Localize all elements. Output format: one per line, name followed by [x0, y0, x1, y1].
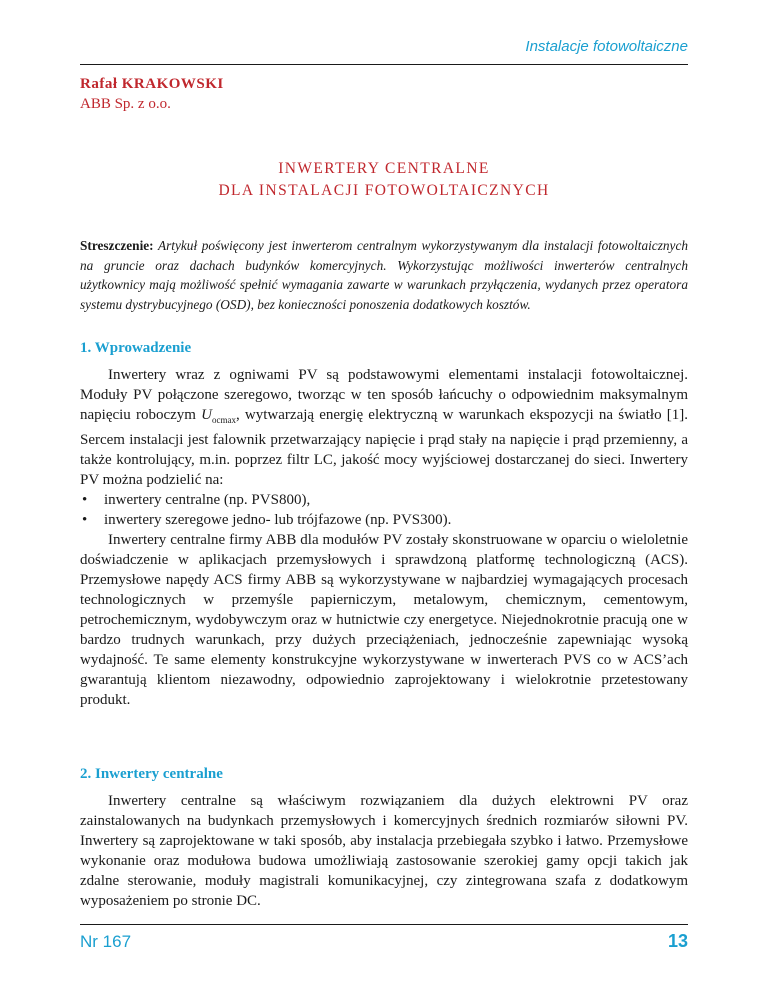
list-item: • inwertery centralne (np. PVS800),	[82, 492, 311, 508]
section-1-body	[80, 365, 688, 710]
abstract-text: Artykuł poświęcony jest inwerterom centralnym wykorzystywanym dla instalacji fotowoltaicznych na gruncie oraz dachach budynków komercyjnych. Wykorzystując możliwości inwerterów centralnych użytkownicy mają możliwość spełnić wymagania zawarte w warunkach przyłączenia, wydanych przez operatora systemu dystrybucyjnego (OSD), bez konieczności ponoszenia dodatkowych kosztów.	[80, 238, 688, 312]
author-affiliation: ABB Sp. z o.o.	[80, 96, 171, 112]
header-rule	[80, 64, 688, 65]
section-1-heading: 1. Wprowadzenie	[80, 340, 192, 356]
author-name: Rafał KRAKOWSKI	[80, 76, 224, 92]
journal-section-title: Instalacje fotowoltaiczne	[525, 38, 688, 55]
section-2-body	[80, 791, 688, 911]
footer-rule	[80, 924, 688, 925]
list-item: • inwertery szeregowe jedno- lub trójfazowe (np. PVS300).	[82, 512, 452, 528]
section-1-paragraph-1: Inwertery wraz z ogniwami PV są podstawowymi elementami instalacji fotowoltaicznej. Moduły PV połączone szeregowo, tworząc w ten sposób łańcuchy o odpowiednim maksymalnym napięciu roboczym $U_{ocmax}$, wytwarzają energię elektryczną w warunkach ekspozycji na światło [1]. Sercem instalacji jest falownik przetwarzający napięcie i prąd stały na napięcie i prąd przemienny, a także kontrolujący, m.in. poprzez filtr LC, jakość mocy wyjściowej dostarczanej do sieci. Inwertery PV można podzielić na:	[80, 367, 688, 488]
abstract	[80, 236, 688, 314]
issue-number: Nr 167	[80, 932, 132, 951]
section-2-paragraph-1: Inwertery centralne są właściwym rozwiązaniem dla dużych elektrowni PV oraz zainstalowanych na budynkach przemysłowych i komercyjnych średnich rozmiarów siłowni PV. Inwertery są zaprojektowane w taki sposób, aby instalacja przebiegała szybko i łatwo. Przemysłowe wykonanie oraz modułowa budowa umożliwiają zastosowanie szerokiej gamy opcji takich jak zdalne sterowanie, moduły magistrali komunikacyjnej, czy zintegrowana szafa z dodatkowym wyposażeniem po stronie DC.	[80, 793, 688, 909]
article-title	[80, 158, 688, 202]
author-block	[80, 74, 224, 114]
section-2-heading: 2. Inwertery centralne	[80, 766, 223, 782]
page-number: 13	[667, 931, 688, 951]
article-title-line-2: DLA INSTALACJI FOTOWOLTAICZNYCH	[218, 182, 550, 199]
section-1-paragraph-2: Inwertery centralne firmy ABB dla modułów PV zostały skonstruowane w oparciu o wieloletnie doświadczenie w aplikacjach przemysłowych i sprawdzoną platformę technologiczną (ACS). Przemysłowe napędy ACS firmy ABB są wykorzystywane w najbardziej wymagających procesach technologicznych w przemyśle papierniczym, metalowym, chemicznym, cementowym, petrochemicznym, wydobywczym oraz w hutnictwie czy energetyce. Niejednokrotnie pracują one w bardzo trudnych warunkach, przy dużych przeciążeniach, jednocześnie zapewniając wysoką wydajność. Te same elementy konstrukcyjne wykorzystywane w inwerterach PVS co w ACS’ach gwarantują klientom niezawodny, odpowiednio zaprojektowany i wielokrotnie przetestowany produkt.	[80, 532, 688, 708]
abstract-label: Streszczenie:	[80, 238, 154, 253]
article-title-line-1: INWERTERY CENTRALNE	[278, 160, 490, 177]
